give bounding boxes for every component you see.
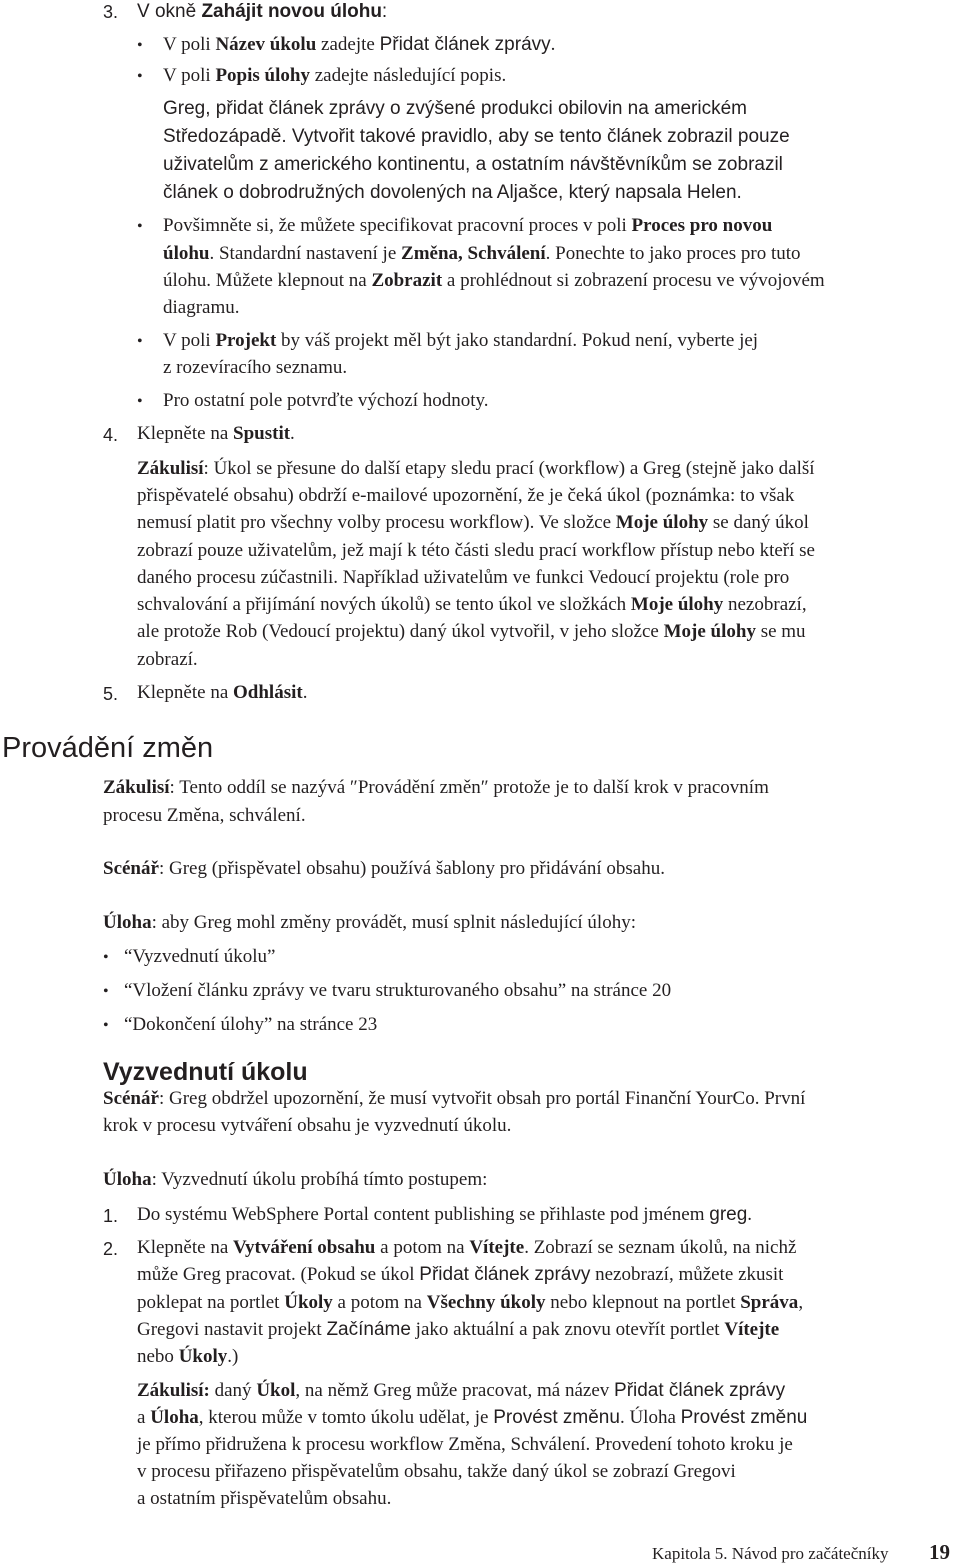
list-item: V poli Název úkolu zadejte Přidat článek zprávy. (163, 34, 556, 55)
step-number: 4. (103, 425, 119, 445)
step-text: Klepněte na Spustit. (137, 423, 295, 444)
bullet: • (137, 68, 143, 85)
note-line: Zákulisí: daný Úkol, na němž Greg může pracovat, má název Přidat článek zprávy (137, 1380, 786, 1401)
note-line: Zákulisí: Úkol se přesune do další etapy sledu prací (workflow) a Greg (stejně jako další (137, 458, 815, 479)
list-item: Pro ostatní pole potvrďte výchozí hodnoty. (163, 390, 489, 411)
page-number: 19 (929, 1540, 950, 1564)
task-line: Úloha: Vyzvednutí úkolu probíhá tímto postupem: (103, 1169, 488, 1190)
step-number: 3. (103, 2, 119, 22)
list-item: V poli Popis úlohy zadejte následující popis. (163, 65, 507, 86)
step-text: Klepněte na Vytváření obsahu a potom na Vítejte. Zobrazí se seznam úkolů, na nichž (137, 1237, 797, 1258)
description-line: článek o dobrodružných dovolených na Aljašce, který napsala Helen. (163, 182, 742, 203)
subsection-heading: Vyzvednutí úkolu (103, 1058, 308, 1086)
step-text: V okně Zahájit novou úlohu: (137, 1, 388, 22)
section-heading: Provádění změn (2, 732, 214, 764)
task-link[interactable]: “Dokončení úlohy” na stránce 23 (124, 1014, 378, 1035)
list-item: V poli Projekt by váš projekt měl být jako standardní. Pokud není, vyberte jej (163, 330, 759, 351)
footer-chapter: Kapitola 5. Návod pro začátečníky (652, 1544, 889, 1563)
description-line: Středozápadě. Vytvořit takové pravidlo, aby se tento článek zobrazil pouze (163, 126, 790, 147)
bullet: • (103, 983, 109, 1000)
description-line: uživatelům z amerického kontinentu, a ostatním návštěvníkům se zobrazil (163, 154, 783, 175)
bullet: • (103, 949, 109, 966)
bullet: • (103, 1017, 109, 1034)
window-name: Zahájit novou úlohu (201, 1, 382, 22)
bullet: • (137, 37, 143, 54)
bullet: • (137, 393, 143, 410)
task-line: Úloha: aby Greg mohl změny provádět, musí splnit následující úlohy: (103, 912, 636, 933)
step-number: 1. (103, 1206, 119, 1226)
step-number: 5. (103, 684, 119, 704)
bullet: • (137, 218, 143, 235)
task-link[interactable]: “Vložení článku zprávy ve tvaru strukturovaného obsahu” na stránce 20 (124, 980, 672, 1001)
zakulisi-line: Zákulisí: Tento oddíl se nazývá ″Provádění změn″ protože je to další krok v pracovním (103, 777, 769, 798)
step-text: Klepněte na Odhlásit. (137, 682, 308, 703)
task-link[interactable]: “Vyzvednutí úkolu” (124, 946, 276, 967)
scenario-line: Scénář: Greg (přispěvatel obsahu) používá šablony pro přidávání obsahu. (103, 858, 665, 879)
scenario-line: Scénář: Greg obdržel upozornění, že musí vytvořit obsah pro portál Finanční YourCo. První (103, 1088, 806, 1109)
list-item: Povšimněte si, že můžete specifikovat pracovní proces v poli Proces pro novou (163, 215, 773, 236)
description-line: Greg, přidat článek zprávy o zvýšené produkci obilovin na americkém (163, 98, 747, 119)
step-number: 2. (103, 1239, 119, 1259)
bullet: • (137, 333, 143, 350)
step-text: Do systému WebSphere Portal content publishing se přihlaste pod jménem greg. (137, 1204, 753, 1225)
